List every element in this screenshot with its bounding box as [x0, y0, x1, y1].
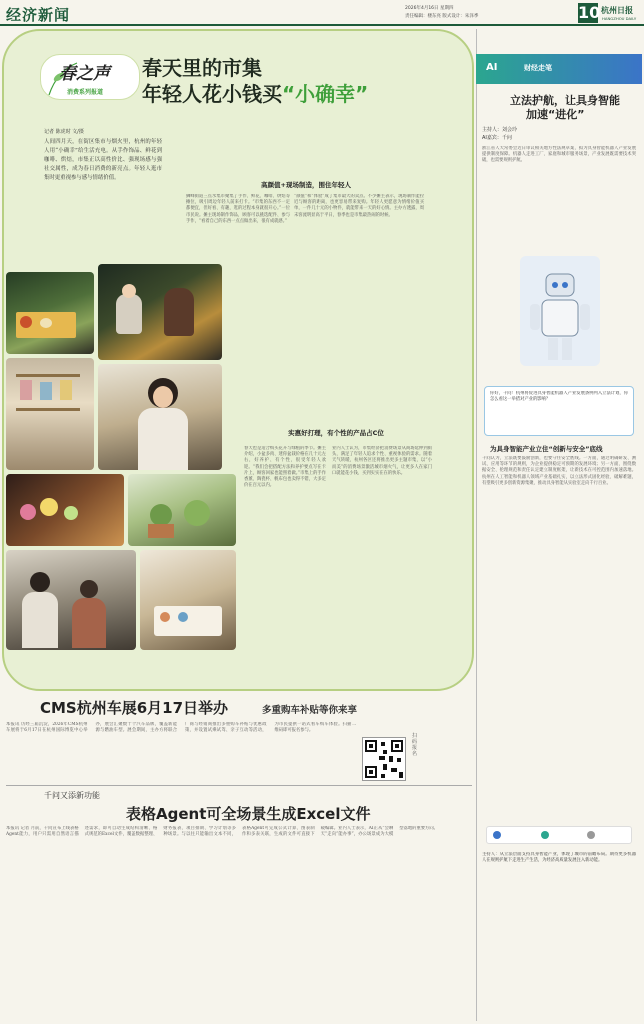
qr-code-icon	[363, 738, 405, 780]
photo-succulents	[128, 474, 236, 546]
page-number: 10	[578, 3, 601, 22]
qr-caption: 扫码报名	[412, 733, 418, 757]
share-icon[interactable]	[541, 831, 549, 839]
cms-body-side	[426, 722, 472, 780]
excel-headline: 表格Agent可全场景生成Excel文件	[126, 805, 371, 823]
ai-tag: AI	[486, 62, 498, 73]
qr-code[interactable]	[362, 737, 406, 781]
feature-headline-1: 春天里的市集	[142, 56, 262, 80]
photo-market-crowd	[98, 264, 222, 360]
photo-handmade-goods	[6, 358, 94, 470]
photo-flower-stand	[6, 474, 124, 546]
feature-subhead-2: 实惠好打理，有个性的产品占C位	[288, 429, 384, 437]
right-footer: 主持人：从立法层面支持具身智能产业，体现了城市的前瞻布局。期待更多机器人在规则护航下走进生产生活，为经济高质量发展注入新动能。	[482, 852, 636, 864]
excel-body: 本报讯 记者 月前，千问宣布上线表格Agent能力，用户只需用自然语言描述需求，即可自动生成结构清晰、格式规范的Excel文件，覆盖数据整理、财务报表、项目排期、学习计划等多种场景。与以往只能输出文本不同，表格Agent可完成公式计算、图表制作和多表关联，生成的文件可直接下载编辑。业内人士表示，AI正从“会聊天”走向“能办事”，办公场景成为大模型落地的重要方向。	[6, 826, 438, 838]
photo-shoppers	[6, 550, 136, 650]
editor-credits: 责任编辑：楼东亮 版式设计：朱泽季	[405, 14, 479, 19]
cms-subheadline: 多重购车补贴等你来享	[262, 705, 358, 716]
column-subtitle: 消费系列报道	[67, 89, 104, 96]
right-body: 千问认为，立法既要鼓励创新，也要守住安全底线。一方面，通过明确研发、测试、应用等环节的规则，为企业提供稳定可预期的发展环境；另一方面，围绕数据安全、伦理规范和责任认定建立制度框架，让新技术在可控范围内加速落地。杭州在人工智能和机器人领域产业基础扎实，以立法形式固化经验、破解难题，有望吸引更多创新资源集聚，推动具身智能从实验室走向千行百业。	[482, 456, 636, 486]
right-headline-2: 加速“进化”	[526, 108, 585, 121]
guest-credit: AI嘉宾：千问	[482, 135, 512, 141]
feature-col-4: 业内人士认为，市集经济把消费场景从商场延伸到街头，满足了年轻人追求个性、重视体验的需求。随着天气转暖，杭州各区还将推出更多主题市集，以“小而美”的消费场景激活城市烟火气，让更多人在家门口就能花小钱、买到实实在在的快乐。	[332, 446, 432, 476]
page-header	[0, 0, 644, 26]
cms-body: 本报讯 历经三届沉淀，2026年CMS杭州车展将于6月17日在杭州国际博览中心举办，展会汇聚数十个汽车品牌，覆盖新能源与燃油车型。展会期间，主办方将联合厂商与经销商推出多重购车补贴与优惠政策，并设置试乘试驾、亲子互动等活动，为市民提供一站式看车购车体验。扫描二维码即可报名参与。	[6, 722, 356, 734]
divider	[6, 785, 472, 786]
share-bar[interactable]	[486, 826, 632, 844]
host-credit: 主持人：刘会玲	[482, 127, 518, 133]
feature-subhead-1: 高颜值+现场制造，围住年轻人	[261, 181, 351, 189]
photo-market-stall	[6, 272, 94, 354]
feature-headline-2: 年轻人花小钱买“小确幸”	[142, 82, 369, 106]
column-badge	[40, 54, 140, 100]
right-subhead: 为具身智能产业立住“创新与安全”底线	[490, 445, 603, 453]
lead-paragraph: 人间四月天，在街区集市与烟火里，杭州的年轻人用“小确幸”给生活充电。从手作饰品、鲜花到咖啡、烘焙，市集正以高性价比、强现场感与强社交属性，成为春日消费的新亮点。年轻人逛市集时更重视参与感与情绪价值。	[44, 139, 162, 181]
byline: 记者 陈虎时 文/摄	[44, 129, 84, 135]
column-logo: 春之声	[59, 64, 110, 84]
feature-col-3: 春天也是适合购买花卉与绿植的季节。摊主介绍，小盆多肉、迷你盆栽价格在几十元左右，好养护、有个性，很受年轻人欢迎。“我们会把搭配方法和养护要点写在卡片上，顾客回家也能照着做。”市集上的手作香薰、陶瓷杯、帆布包也卖得不错，大多定价在百元以内。	[244, 446, 326, 489]
robot-icon	[520, 256, 600, 366]
comment-icon[interactable]	[587, 831, 595, 839]
ai-banner	[476, 54, 642, 84]
question-text: 你好，千问！杭州将促进具身智能机器人产业发展条例列入立法计划，你怎么看这一举措对产业的影响？	[490, 391, 628, 403]
feature-col-1: 狮峰街道三点水集市聚集了手作、鲜花、咖啡、烘焙等摊位，吸引周边年轻人前来打卡。“市集的东西不一定都便宜，但好看、有趣，逛的过程本身就很开心。”一位市民说。摊主现场制作饰品，顾客可以挑选配件、参与手作，“看着自己的东西一点点做出来，很有成就感。”	[186, 194, 290, 224]
cms-headline: CMS杭州车展6月17日举办	[40, 699, 229, 717]
ai-tag-column: 财经走笔	[524, 64, 552, 72]
photo-vendor-portrait	[98, 364, 222, 470]
photo-crafts-table	[140, 550, 236, 650]
section-title: 经济新闻	[6, 6, 71, 24]
right-intro: 浙江省人大常委会近日审议相关地方性法规草案，拟为具身智能机器人产业发展提供制度保障。机器人走进工厂、家庭和城市服务场景，产业发展既需要技术突破，也需要规则护航。	[482, 146, 636, 164]
column-rule	[476, 29, 477, 1021]
paper-name: 杭州日报	[601, 5, 633, 15]
like-icon[interactable]	[493, 831, 501, 839]
right-headline-1: 立法护航，让具身智能	[510, 94, 620, 107]
feature-col-2: “颜值”和“体验”成了集市最大的卖点。不少摊主表示，现场制作能拉近与顾客的距离，也更容易带来复购。年轻人更愿意为情绪价值买单，一件几十元的小物件，就能带来一天的好心情。主办方透露，周末客流明显高于平日，春季也是市集最热闹的时候。	[294, 194, 424, 218]
issue-date: 2026年4月16日 星期四	[405, 6, 454, 11]
robot-illustration	[520, 256, 600, 366]
paper-name-en: HANGZHOU DAILY	[602, 16, 637, 21]
excel-kicker: 千问又添新功能	[44, 791, 100, 800]
